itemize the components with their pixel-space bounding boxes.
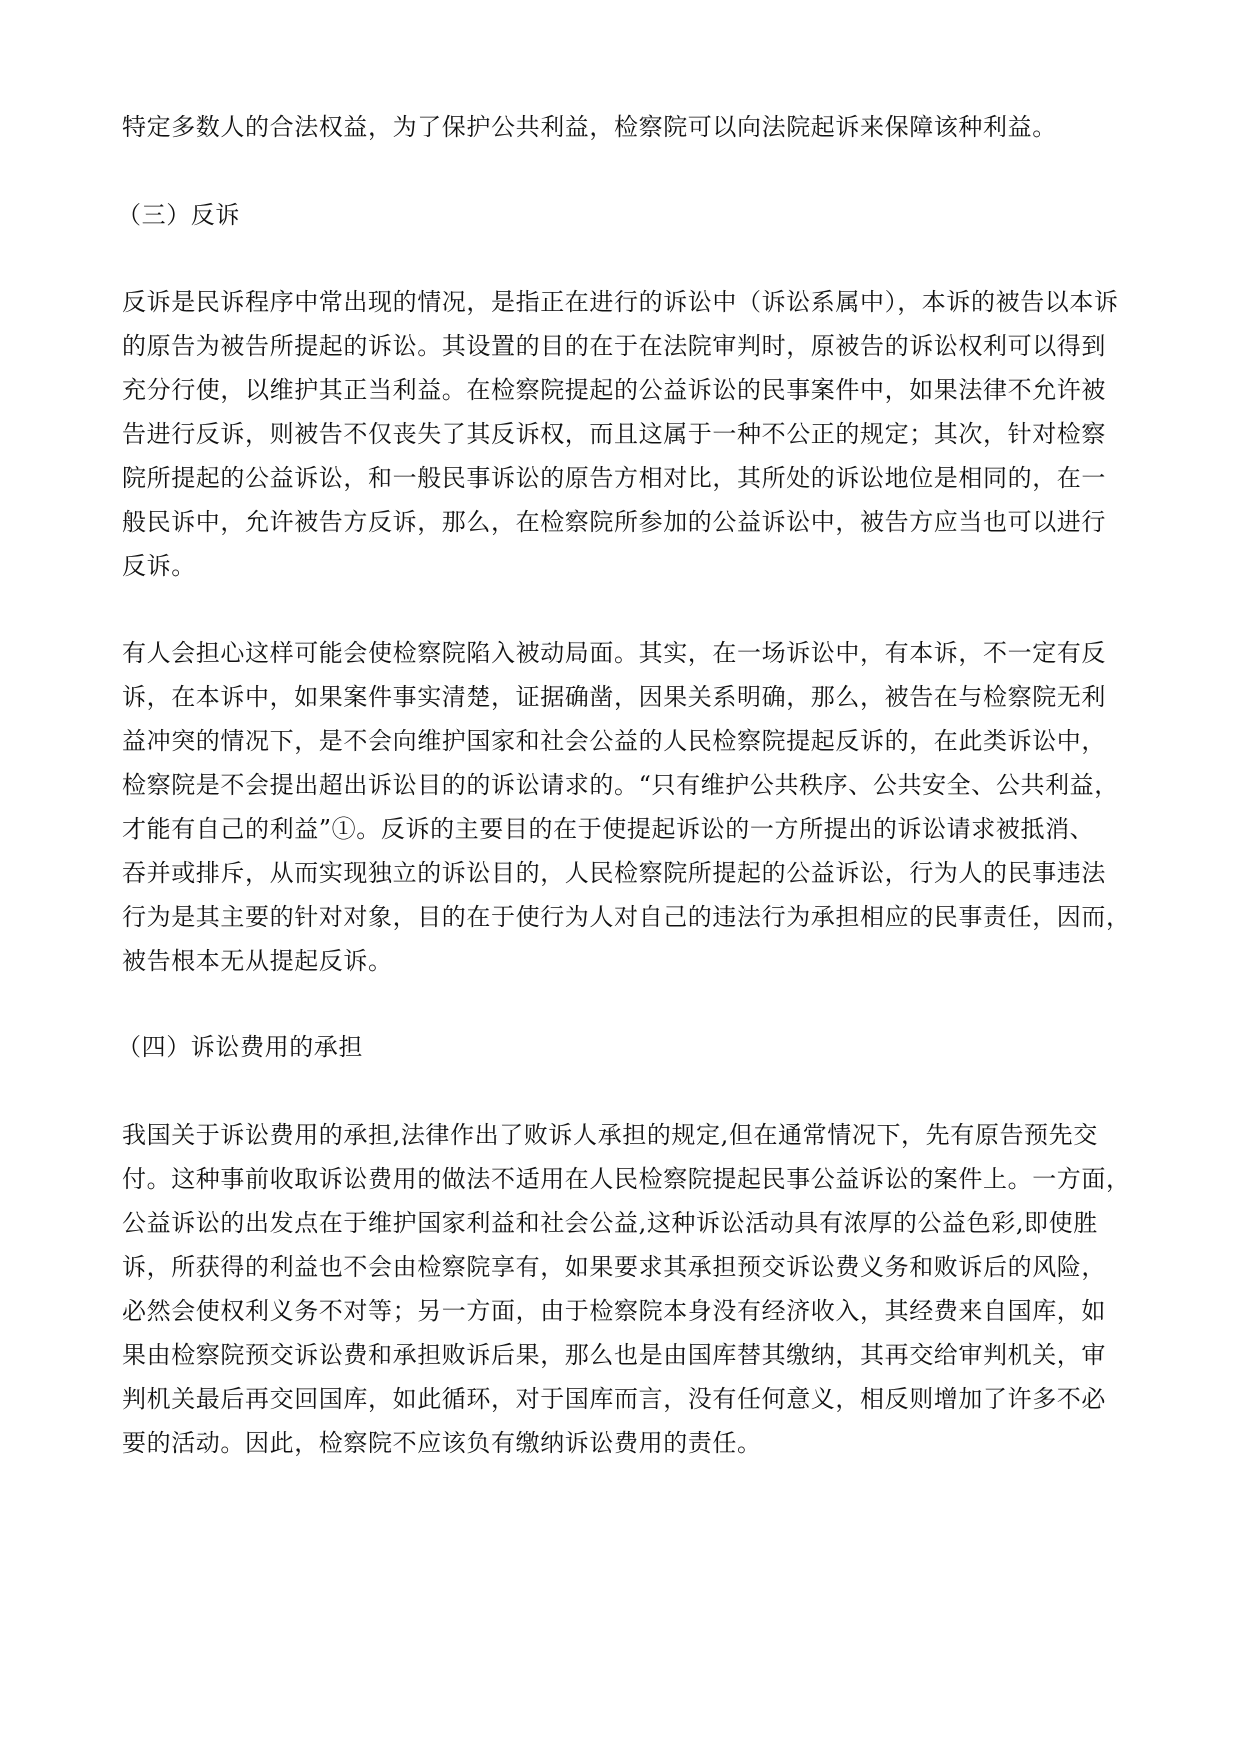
section-3-heading: （三）反诉 [117, 201, 240, 229]
s3p2-line-8: 被告根本无从提起反诉。 [122, 947, 393, 975]
s3p2-line-5: 才能有自己的利益”①。反诉的主要目的在于使提起诉讼的一方所提出的诉讼请求被抵消、 [122, 815, 1095, 843]
s4p1-line-5: 必然会使权利义务不对等；另一方面，由于检察院本身没有经济收入，其经费来自国库，如 [122, 1297, 1106, 1325]
s4p1-line-6: 果由检察院预交诉讼费和承担败诉后果，那么也是由国库替其缴纳，其再交给审判机关，审 [122, 1341, 1106, 1369]
s3p2-line-4: 检察院是不会提出超出诉讼目的的诉讼请求的。“只有维护公共秩序、公共安全、公共利益， [122, 771, 1119, 799]
s3p2-line-2: 诉，在本诉中，如果案件事实清楚，证据确凿，因果关系明确，那么，被告在与检察院无利 [122, 683, 1106, 711]
s3p2-line-6: 吞并或排斥，从而实现独立的诉讼目的，人民检察院所提起的公益诉讼，行为人的民事违法 [122, 859, 1106, 887]
s4p1-line-7: 判机关最后再交回国库，如此循环，对于国库而言，没有任何意义，相反则增加了许多不必 [122, 1385, 1106, 1413]
s3p1-line-1: 反诉是民诉程序中常出现的情况，是指正在进行的诉讼中（诉讼系属中），本诉的被告以本诉 [122, 288, 1119, 316]
s3p1-line-5: 院所提起的公益诉讼，和一般民事诉讼的原告方相对比，其所处的诉讼地位是相同的，在一 [122, 464, 1106, 492]
s3p1-line-2: 的原告为被告所提起的诉讼。其设置的目的在于在法院审判时，原被告的诉讼权利可以得到 [122, 332, 1106, 360]
s3p2-line-7: 行为是其主要的针对对象，目的在于使行为人对自己的违法行为承担相应的民事责任，因而， [122, 903, 1131, 931]
s3p1-line-7: 反诉。 [122, 552, 196, 580]
s3p2-line-1: 有人会担心这样可能会使检察院陷入被动局面。其实，在一场诉讼中，有本诉，不一定有反 [122, 639, 1106, 667]
s4p1-line-3: 公益诉讼的出发点在于维护国家利益和社会公益,这种诉讼活动具有浓厚的公益色彩,即使胜 [122, 1209, 1098, 1237]
s3p1-line-4: 告进行反诉，则被告不仅丧失了其反诉权，而且这属于一种不公正的规定；其次，针对检察 [122, 420, 1106, 448]
s3p1-line-6: 般民诉中，允许被告方反诉，那么，在检察院所参加的公益诉讼中，被告方应当也可以进行 [122, 508, 1106, 536]
s3p1-line-3: 充分行使，以维护其正当利益。在检察院提起的公益诉讼的民事案件中，如果法律不允许被 [122, 376, 1106, 404]
s4p1-line-1: 我国关于诉讼费用的承担,法律作出了败诉人承担的规定,但在通常情况下，先有原告预先交 [122, 1121, 1098, 1149]
s4p1-line-8: 要的活动。因此，检察院不应该负有缴纳诉讼费用的责任。 [122, 1429, 762, 1457]
s4p1-line-2: 付。这种事前收取诉讼费用的做法不适用在人民检察院提起民事公益诉讼的案件上。一方面， [122, 1165, 1131, 1193]
s4p1-line-4: 诉，所获得的利益也不会由检察院享有，如果要求其承担预交诉讼费义务和败诉后的风险， [122, 1253, 1106, 1281]
intro-line-1: 特定多数人的合法权益，为了保护公共利益，检察院可以向法院起诉来保障该种利益。 [122, 113, 1057, 141]
s3p2-line-3: 益冲突的情况下，是不会向维护国家和社会公益的人民检察院提起反诉的，在此类诉讼中， [122, 727, 1106, 755]
section-4-heading: （四）诉讼费用的承担 [117, 1033, 363, 1061]
